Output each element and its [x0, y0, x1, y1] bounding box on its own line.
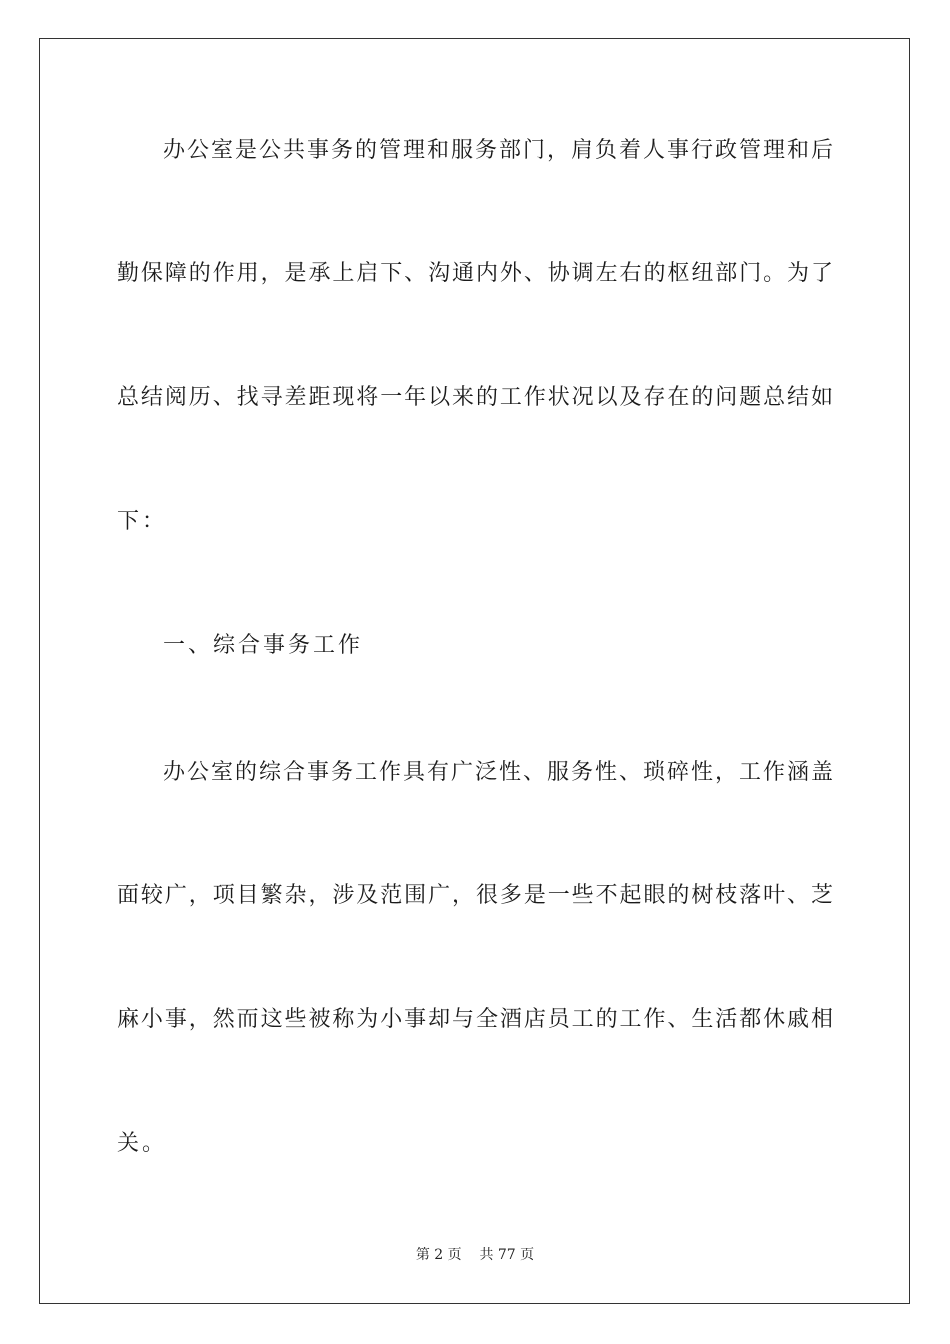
paragraph-1-line-3: 总结阅历、找寻差距现将一年以来的工作状况以及存在的问题总结如: [117, 385, 833, 410]
paragraph-2-line-3: 麻小事，然而这些被称为小事却与全酒店员工的工作、生活都休戚相: [117, 1007, 833, 1032]
paragraph-2-line-1: 办公室的综合事务工作具有广泛性、服务性、琐碎性，工作涵盖: [163, 760, 833, 785]
page-footer: [0, 1246, 950, 1264]
paragraph-1-line-2: 勤保障的作用，是承上启下、沟通内外、协调左右的枢纽部门。为了: [117, 261, 833, 286]
paragraph-1-line-4: 下：: [117, 509, 168, 534]
section-heading: 一、综合事务工作: [163, 633, 364, 658]
paragraph-1-line-1: 办公室是公共事务的管理和服务部门，肩负着人事行政管理和后: [163, 138, 833, 163]
paragraph-2-line-4: 关。: [117, 1131, 168, 1156]
page-border: [39, 38, 910, 1304]
paragraph-2-line-2: 面较广，项目繁杂，涉及范围广，很多是一些不起眼的树枝落叶、芝: [117, 883, 833, 908]
page-total: 共 77 页: [479, 1247, 535, 1263]
page-number: 第 2 页: [415, 1247, 462, 1263]
